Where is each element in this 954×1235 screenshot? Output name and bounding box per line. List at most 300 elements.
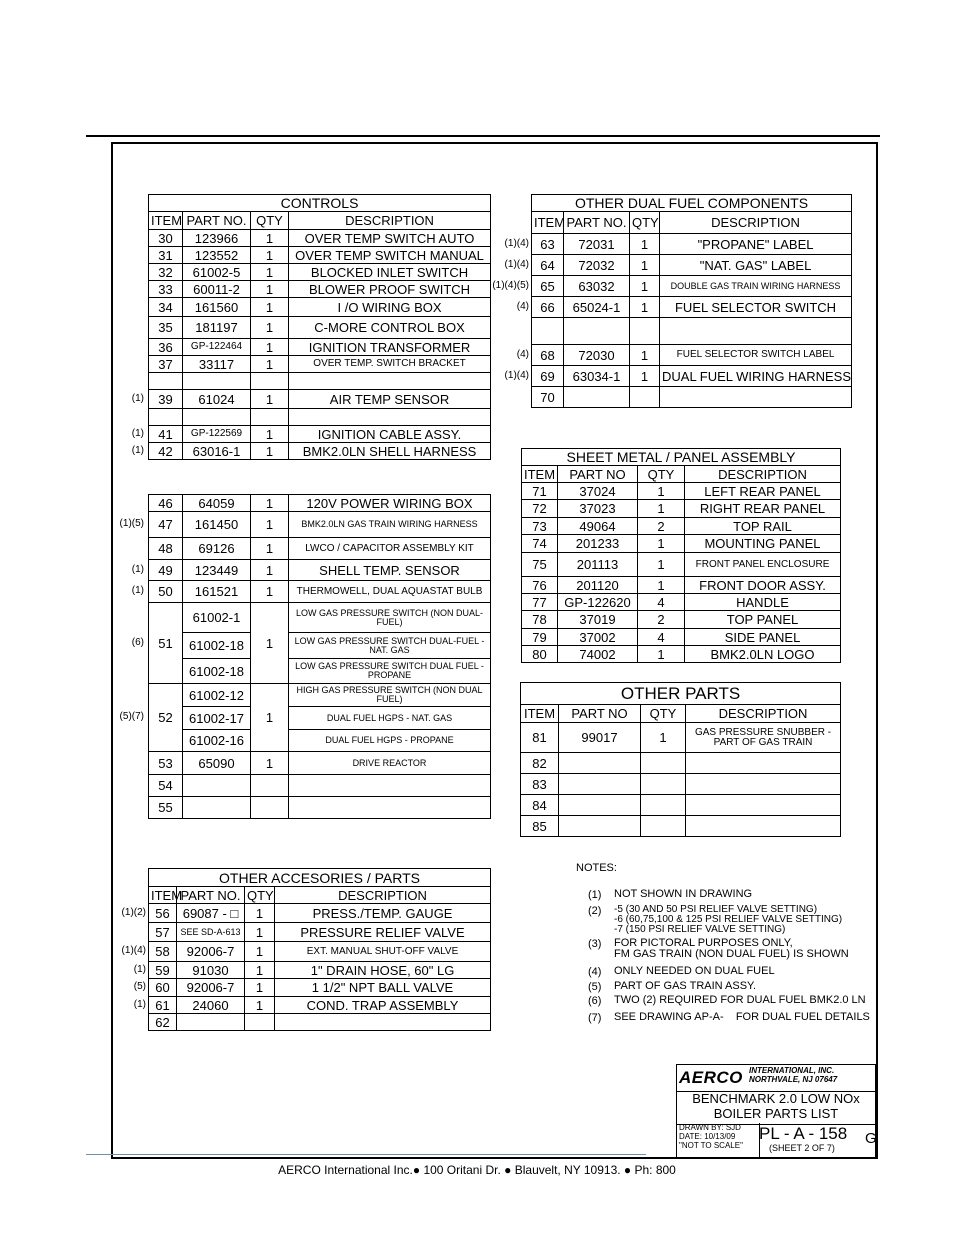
qty-cell: 1 bbox=[630, 297, 660, 318]
col-part: PART NO bbox=[558, 466, 638, 483]
item-cell: 66 bbox=[532, 297, 564, 318]
item-cell: 77 bbox=[522, 594, 558, 611]
part-cell: 72032 bbox=[564, 255, 630, 276]
item-cell: 80 bbox=[522, 646, 558, 663]
desc-cell: SHELL TEMP. SENSOR bbox=[289, 560, 491, 581]
table-row bbox=[522, 500, 841, 518]
table-row bbox=[149, 797, 491, 819]
desc-cell: PRESS./TEMP. GAUGE bbox=[275, 904, 491, 923]
row-note-ref: (1)(4)(5) bbox=[492, 279, 529, 291]
item-cell: 36 bbox=[149, 339, 183, 356]
table-row bbox=[149, 752, 491, 775]
desc-cell bbox=[289, 775, 491, 797]
part-cell: 92006-7 bbox=[177, 979, 245, 997]
part-cell: 161450 bbox=[183, 512, 251, 538]
scale-note: "NOT TO SCALE" bbox=[679, 1141, 743, 1151]
part-cell: 61002-18 bbox=[183, 659, 251, 684]
desc-cell: MOUNTING PANEL bbox=[685, 535, 841, 553]
desc-cell bbox=[686, 774, 841, 795]
col-desc: DESCRIPTION bbox=[685, 466, 841, 483]
row-note-ref: (1)(4) bbox=[504, 237, 529, 249]
item-cell: 78 bbox=[522, 611, 558, 629]
part-cell: 64059 bbox=[183, 495, 251, 512]
item-cell: 42 bbox=[149, 443, 183, 460]
row-note-ref: (4) bbox=[516, 348, 529, 360]
item-cell: 65 bbox=[532, 276, 564, 297]
desc-cell: TOP RAIL bbox=[685, 518, 841, 535]
qty-cell: 1 bbox=[630, 276, 660, 297]
col-desc: DESCRIPTION bbox=[660, 212, 852, 234]
dual-fuel-table bbox=[531, 194, 852, 408]
part-cell: SEE SD-A-613 bbox=[177, 923, 245, 942]
part-cell bbox=[183, 775, 251, 797]
qty-cell: 1 bbox=[638, 500, 685, 518]
qty-cell: 1 bbox=[251, 390, 289, 409]
part-cell: 72030 bbox=[564, 345, 630, 366]
part-cell: 72031 bbox=[564, 234, 630, 255]
table-row bbox=[521, 723, 841, 753]
company-line: INTERNATIONAL, INC. bbox=[749, 1066, 835, 1075]
col-qty: QTY bbox=[245, 887, 275, 904]
col-desc: DESCRIPTION bbox=[686, 705, 841, 723]
qty-cell bbox=[251, 409, 289, 426]
qty-cell: 1 bbox=[251, 560, 289, 581]
qty-cell: 1 bbox=[630, 255, 660, 276]
qty-cell bbox=[630, 387, 660, 408]
part-cell bbox=[183, 373, 251, 390]
qty-cell: 4 bbox=[638, 594, 685, 611]
qty-cell: 1 bbox=[245, 923, 275, 942]
table-row bbox=[149, 409, 491, 426]
table-row bbox=[149, 230, 491, 247]
page-footer: AERCO International Inc.● 100 Oritani Dr. ● Blauvelt, NY 10913. ● Ph: 800 bbox=[278, 1163, 676, 1177]
col-desc: DESCRIPTION bbox=[275, 887, 491, 904]
drawn-by: DRAWN BY: SJD bbox=[679, 1123, 741, 1132]
col-part: PART NO. bbox=[564, 212, 630, 234]
company-name bbox=[749, 1067, 837, 1085]
table-row bbox=[149, 997, 491, 1014]
table-row bbox=[149, 264, 491, 281]
part-cell bbox=[559, 753, 641, 774]
table-row bbox=[522, 629, 841, 646]
item-cell: 60 bbox=[149, 979, 177, 997]
row-note-ref: (1) bbox=[133, 963, 146, 975]
qty-cell: 1 bbox=[251, 426, 289, 443]
note-number: (3) bbox=[588, 938, 602, 950]
col-part: PART NO. bbox=[183, 212, 251, 230]
desc-cell: LOW GAS PRESSURE SWITCH DUAL-FUEL - NAT. GAS bbox=[289, 633, 491, 659]
table-row bbox=[522, 594, 841, 611]
item-cell: 56 bbox=[149, 904, 177, 923]
item-cell: 50 bbox=[149, 581, 183, 603]
desc-cell: OVER TEMP SWITCH AUTO bbox=[289, 230, 491, 247]
qty-cell: 1 bbox=[251, 581, 289, 603]
item-cell: 79 bbox=[522, 629, 558, 646]
desc-cell: FRONT PANEL ENCLOSURE bbox=[685, 553, 841, 577]
sheet-number: (SHEET 2 OF 7) bbox=[769, 1143, 835, 1153]
revision-letter: G bbox=[865, 1130, 877, 1147]
item-cell: 74 bbox=[522, 535, 558, 553]
part-cell: 63016-1 bbox=[183, 443, 251, 460]
row-note-ref: (5)(7) bbox=[119, 711, 144, 722]
desc-cell bbox=[686, 753, 841, 774]
table-row bbox=[521, 795, 841, 816]
other-parts-table bbox=[520, 682, 841, 837]
qty-cell: 4 bbox=[638, 629, 685, 646]
qty-cell: 1 bbox=[251, 356, 289, 373]
qty-cell: 2 bbox=[638, 518, 685, 535]
row-note-ref: (1) bbox=[131, 392, 144, 404]
table-row bbox=[149, 443, 491, 460]
note-text: PART OF GAS TRAIN ASSY. bbox=[614, 980, 757, 992]
desc-cell: DRIVE REACTOR bbox=[289, 752, 491, 775]
col-qty: QTY bbox=[638, 466, 685, 483]
item-cell: 55 bbox=[149, 797, 183, 819]
qty-cell: 1 bbox=[630, 345, 660, 366]
qty-cell: 1 bbox=[251, 603, 289, 684]
row-note-ref: (1) bbox=[131, 427, 144, 439]
part-cell: 91030 bbox=[177, 962, 245, 979]
desc-cell: EXT. MANUAL SHUT-OFF VALVE bbox=[275, 942, 491, 962]
table-row bbox=[522, 611, 841, 629]
qty-cell bbox=[641, 795, 686, 816]
row-note-ref: (1)(4) bbox=[504, 369, 529, 381]
item-cell: 61 bbox=[149, 997, 177, 1014]
item-cell: 58 bbox=[149, 942, 177, 962]
table-row bbox=[521, 774, 841, 795]
desc-cell: 1 1/2" NPT BALL VALVE bbox=[275, 979, 491, 997]
desc-cell: BMK2.0LN GAS TRAIN WIRING HARNESS bbox=[289, 512, 491, 538]
item-cell: 39 bbox=[149, 390, 183, 409]
table-row bbox=[149, 684, 491, 707]
item-cell: 31 bbox=[149, 247, 183, 264]
table-row bbox=[532, 297, 852, 318]
desc-cell bbox=[660, 318, 852, 345]
item-cell: 84 bbox=[521, 795, 559, 816]
qty-cell bbox=[641, 753, 686, 774]
part-cell: 61002-18 bbox=[183, 633, 251, 659]
desc-cell: DOUBLE GAS TRAIN WIRING HARNESS bbox=[660, 276, 852, 297]
desc-cell: "NAT. GAS" LABEL bbox=[660, 255, 852, 276]
desc-cell: 1" DRAIN HOSE, 60" LG bbox=[275, 962, 491, 979]
qty-cell bbox=[245, 1014, 275, 1031]
part-cell: GP-122569 bbox=[183, 426, 251, 443]
part-cell bbox=[564, 387, 630, 408]
row-note-ref: (5) bbox=[133, 981, 146, 992]
note-number: (2) bbox=[588, 905, 602, 917]
qty-cell bbox=[251, 797, 289, 819]
desc-cell: COND. TRAP ASSEMBLY bbox=[275, 997, 491, 1014]
col-item: ITEM bbox=[522, 466, 558, 483]
qty-cell: 1 bbox=[630, 234, 660, 255]
item-cell: 32 bbox=[149, 264, 183, 281]
item-cell: 53 bbox=[149, 752, 183, 775]
item-cell bbox=[149, 373, 183, 390]
table-row bbox=[522, 553, 841, 577]
desc-cell bbox=[660, 387, 852, 408]
row-note-ref: (1)(5) bbox=[119, 518, 144, 529]
desc-cell: BMK2.0LN LOGO bbox=[685, 646, 841, 663]
qty-cell: 1 bbox=[245, 942, 275, 962]
desc-cell bbox=[289, 373, 491, 390]
sheet-metal-title: SHEET METAL / PANEL ASSEMBLY bbox=[522, 449, 841, 466]
row-note-ref: (1) bbox=[131, 585, 144, 596]
desc-cell: 120V POWER WIRING BOX bbox=[289, 495, 491, 512]
item-cell: 54 bbox=[149, 775, 183, 797]
item-cell: 46 bbox=[149, 495, 183, 512]
qty-cell: 1 bbox=[251, 495, 289, 512]
part-cell bbox=[177, 1014, 245, 1031]
other-parts-title: OTHER PARTS bbox=[521, 683, 841, 705]
table-row bbox=[521, 816, 841, 837]
table-row bbox=[149, 775, 491, 797]
part-cell: 161560 bbox=[183, 298, 251, 317]
part-cell: 63034-1 bbox=[564, 366, 630, 387]
note-text: FOR PICTORAL PURPOSES ONLY, FM GAS TRAIN (NON DUAL FUEL) IS SHOWN bbox=[614, 937, 849, 960]
table-row bbox=[149, 659, 491, 684]
qty-cell bbox=[251, 373, 289, 390]
note-text: SEE DRAWING AP-A- FOR DUAL FUEL DETAILS bbox=[614, 1011, 870, 1023]
qty-cell: 1 bbox=[245, 997, 275, 1014]
desc-cell: TOP PANEL bbox=[685, 611, 841, 629]
part-cell bbox=[559, 774, 641, 795]
item-cell: 72 bbox=[522, 500, 558, 518]
table-row bbox=[149, 426, 491, 443]
qty-cell: 1 bbox=[630, 366, 660, 387]
table-row bbox=[149, 962, 491, 979]
qty-cell: 1 bbox=[638, 577, 685, 594]
part-cell: 61002-16 bbox=[183, 730, 251, 752]
qty-cell bbox=[251, 775, 289, 797]
qty-cell: 1 bbox=[245, 962, 275, 979]
table-row bbox=[149, 633, 491, 659]
col-item: ITEM bbox=[149, 887, 177, 904]
table-row bbox=[149, 317, 491, 339]
item-cell: 41 bbox=[149, 426, 183, 443]
part-cell: GP-122620 bbox=[558, 594, 638, 611]
table-row bbox=[532, 234, 852, 255]
table-row bbox=[149, 356, 491, 373]
desc-cell: I /O WIRING BOX bbox=[289, 298, 491, 317]
qty-cell: 1 bbox=[251, 512, 289, 538]
company-address: NORTHVALE, NJ 07647 bbox=[749, 1074, 838, 1084]
part-cell: 123552 bbox=[183, 247, 251, 264]
table-row bbox=[149, 495, 491, 512]
table-row bbox=[149, 390, 491, 409]
item-cell: 64 bbox=[532, 255, 564, 276]
desc-cell: LOW GAS PRESSURE SWITCH (NON DUAL-FUEL) bbox=[289, 603, 491, 633]
table-row bbox=[149, 247, 491, 264]
qty-cell: 1 bbox=[638, 535, 685, 553]
col-desc: DESCRIPTION bbox=[289, 212, 491, 230]
table-row bbox=[532, 366, 852, 387]
qty-cell: 1 bbox=[251, 684, 289, 752]
note-number: (5) bbox=[588, 981, 602, 993]
table-row bbox=[521, 753, 841, 774]
note-number: (6) bbox=[588, 995, 602, 1007]
col-qty: QTY bbox=[251, 212, 289, 230]
desc-cell: HIGH GAS PRESSURE SWITCH (NON DUAL FUEL) bbox=[289, 684, 491, 707]
desc-cell: FRONT DOOR ASSY. bbox=[685, 577, 841, 594]
accessories-table bbox=[148, 868, 491, 1031]
desc-cell: BLOCKED INLET SWITCH bbox=[289, 264, 491, 281]
col-item: ITEM bbox=[149, 212, 183, 230]
row-note-ref: (1)(2) bbox=[121, 906, 146, 918]
row-note-ref: (1)(4) bbox=[121, 945, 146, 956]
part-cell: GP-122464 bbox=[183, 339, 251, 356]
note-number: (7) bbox=[588, 1012, 602, 1024]
item-cell: 57 bbox=[149, 923, 177, 942]
item-cell: 62 bbox=[149, 1014, 177, 1031]
part-cell bbox=[183, 409, 251, 426]
desc-cell: FUEL SELECTOR SWITCH LABEL bbox=[660, 345, 852, 366]
note-text: -5 (30 AND 50 PSI RELIEF VALVE SETTING) -6 (60,75,100 & 125 PSI RELIEF VALVE SETTING) -7 (150 PSI RELIEF VALVE SETTING) bbox=[614, 904, 843, 935]
col-item: ITEM bbox=[521, 705, 559, 723]
item-cell: 48 bbox=[149, 538, 183, 560]
item-cell: 85 bbox=[521, 816, 559, 837]
part-cell: 33117 bbox=[183, 356, 251, 373]
part-cell: 61002-5 bbox=[183, 264, 251, 281]
item-cell: 34 bbox=[149, 298, 183, 317]
table-row bbox=[522, 646, 841, 663]
desc-cell: DUAL FUEL HGPS - NAT. GAS bbox=[289, 707, 491, 730]
qty-cell: 1 bbox=[251, 281, 289, 298]
item-cell: 51 bbox=[149, 603, 183, 684]
part-cell: 61002-1 bbox=[183, 603, 251, 633]
item-cell: 52 bbox=[149, 684, 183, 752]
item-cell: 59 bbox=[149, 962, 177, 979]
desc-cell: SIDE PANEL bbox=[685, 629, 841, 646]
table-row bbox=[149, 298, 491, 317]
table-row bbox=[149, 581, 491, 603]
note-text: TWO (2) REQUIRED FOR DUAL FUEL BMK2.0 LN bbox=[614, 994, 866, 1006]
item-cell: 70 bbox=[532, 387, 564, 408]
desc-cell: DUAL FUEL HGPS - PROPANE bbox=[289, 730, 491, 752]
notes-title: NOTES: bbox=[576, 862, 617, 874]
table-row bbox=[149, 538, 491, 560]
note-text: ONLY NEEDED ON DUAL FUEL bbox=[614, 965, 775, 977]
desc-cell: DUAL FUEL WIRING HARNESS bbox=[660, 366, 852, 387]
part-cell: 63032 bbox=[564, 276, 630, 297]
item-cell: 76 bbox=[522, 577, 558, 594]
item-cell: 63 bbox=[532, 234, 564, 255]
row-note-ref: (4) bbox=[516, 300, 529, 312]
qty-cell: 1 bbox=[251, 317, 289, 339]
row-note-ref: (1) bbox=[131, 444, 144, 456]
drawn-info bbox=[677, 1123, 760, 1157]
desc-cell bbox=[686, 795, 841, 816]
desc-cell: OVER TEMP. SWITCH BRACKET bbox=[289, 356, 491, 373]
item-cell bbox=[532, 318, 564, 345]
desc-cell: GAS PRESSURE SNUBBER - PART OF GAS TRAIN bbox=[686, 723, 841, 753]
drawing-title-line1: BENCHMARK 2.0 LOW NOx bbox=[692, 1091, 860, 1106]
controls-table bbox=[148, 194, 491, 460]
drawing-date: DATE: 10/13/09 bbox=[679, 1132, 736, 1142]
desc-cell bbox=[686, 816, 841, 837]
part-cell: 161521 bbox=[183, 581, 251, 603]
qty-cell bbox=[641, 774, 686, 795]
qty-cell bbox=[641, 816, 686, 837]
table-row bbox=[149, 979, 491, 997]
item-cell: 69 bbox=[532, 366, 564, 387]
part-cell: 69087 - □ bbox=[177, 904, 245, 923]
note-number: (1) bbox=[588, 889, 602, 901]
col-qty: QTY bbox=[630, 212, 660, 234]
desc-cell: AIR TEMP SENSOR bbox=[289, 390, 491, 409]
item-cell: 49 bbox=[149, 560, 183, 581]
part-cell: 201113 bbox=[558, 553, 638, 577]
qty-cell: 1 bbox=[641, 723, 686, 753]
controls-continuation-table bbox=[148, 494, 491, 819]
table-row bbox=[149, 281, 491, 298]
table-row bbox=[532, 345, 852, 366]
part-cell bbox=[564, 318, 630, 345]
table-row bbox=[149, 603, 491, 633]
note-text: NOT SHOWN IN DRAWING bbox=[614, 888, 753, 900]
desc-cell: THERMOWELL, DUAL AQUASTAT BULB bbox=[289, 581, 491, 603]
desc-cell: FUEL SELECTOR SWITCH bbox=[660, 297, 852, 318]
drawing-title bbox=[677, 1091, 875, 1125]
part-cell: 92006-7 bbox=[177, 942, 245, 962]
desc-cell: RIGHT REAR PANEL bbox=[685, 500, 841, 518]
part-cell: 37019 bbox=[558, 611, 638, 629]
desc-cell bbox=[289, 797, 491, 819]
item-cell: 71 bbox=[522, 483, 558, 500]
part-cell: 69126 bbox=[183, 538, 251, 560]
table-row bbox=[522, 577, 841, 594]
item-cell: 37 bbox=[149, 356, 183, 373]
table-row bbox=[149, 923, 491, 942]
part-cell: 123449 bbox=[183, 560, 251, 581]
part-cell bbox=[183, 797, 251, 819]
title-block bbox=[676, 1064, 876, 1158]
part-cell: 65024-1 bbox=[564, 297, 630, 318]
part-cell bbox=[559, 816, 641, 837]
part-cell bbox=[559, 795, 641, 816]
table-row bbox=[149, 707, 491, 730]
desc-cell: LOW GAS PRESSURE SWITCH DUAL FUEL - PROPANE bbox=[289, 659, 491, 684]
qty-cell bbox=[630, 318, 660, 345]
item-cell: 47 bbox=[149, 512, 183, 538]
drawing-number: PL - A - 158 bbox=[759, 1124, 848, 1143]
desc-cell: LEFT REAR PANEL bbox=[685, 483, 841, 500]
part-cell: 37023 bbox=[558, 500, 638, 518]
desc-cell: PRESSURE RELIEF VALVE bbox=[275, 923, 491, 942]
part-cell: 37002 bbox=[558, 629, 638, 646]
part-cell: 60011-2 bbox=[183, 281, 251, 298]
table-row bbox=[522, 535, 841, 553]
drawing-title-line2: BOILER PARTS LIST bbox=[713, 1105, 839, 1121]
part-cell: 201233 bbox=[558, 535, 638, 553]
col-qty: QTY bbox=[641, 705, 686, 723]
part-cell: 74002 bbox=[558, 646, 638, 663]
table-row bbox=[149, 942, 491, 962]
row-note-ref: (6) bbox=[131, 636, 144, 648]
item-cell: 35 bbox=[149, 317, 183, 339]
row-note-ref: (1) bbox=[131, 563, 144, 575]
item-cell: 82 bbox=[521, 753, 559, 774]
desc-cell: OVER TEMP SWITCH MANUAL bbox=[289, 247, 491, 264]
table-row bbox=[532, 255, 852, 276]
qty-cell: 1 bbox=[251, 264, 289, 281]
qty-cell: 1 bbox=[251, 538, 289, 560]
qty-cell: 1 bbox=[245, 904, 275, 923]
item-cell: 81 bbox=[521, 723, 559, 753]
qty-cell: 1 bbox=[251, 443, 289, 460]
table-row bbox=[149, 512, 491, 538]
part-cell: 24060 bbox=[177, 997, 245, 1014]
desc-cell bbox=[289, 409, 491, 426]
